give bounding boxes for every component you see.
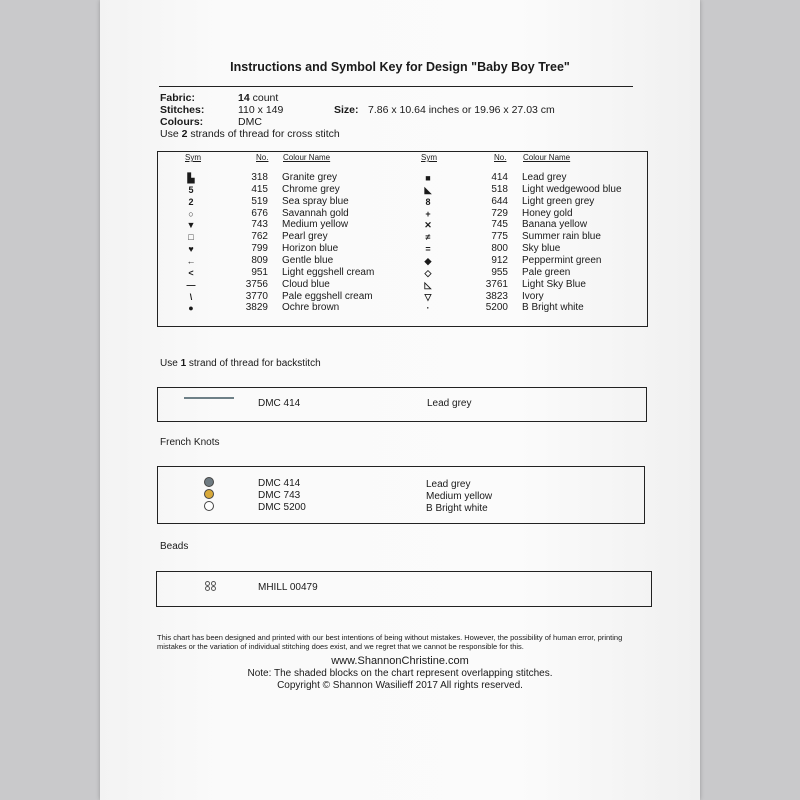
row-symbol: ◺ — [424, 279, 432, 290]
website-link[interactable]: www.ShannonChristine.com — [331, 655, 469, 667]
row-number: 809 — [251, 254, 268, 266]
row-symbol: ◣ — [424, 184, 432, 195]
bead-code: MHILL 00479 — [258, 582, 318, 593]
row-symbol: ■ — [425, 173, 431, 183]
row-number: 3823 — [485, 290, 508, 302]
overlap-note: Note: The shaded blocks on the chart represent overlapping stitches. — [247, 668, 553, 679]
cross-stitch-instruction — [160, 128, 340, 140]
backstitch-line-sample — [184, 397, 234, 399]
knot-code: DMC 414 — [258, 478, 301, 489]
french-knots-box — [157, 466, 645, 524]
row-colour-name: Ivory — [522, 290, 544, 302]
cross-instr-post: strands of thread for cross stitch — [187, 128, 340, 140]
row-symbol: ◆ — [424, 255, 432, 266]
row-symbol: ▽ — [424, 291, 432, 302]
row-colour-name: Lead grey — [522, 172, 567, 183]
row-symbol: · — [426, 303, 430, 314]
disclaimer-text: This chart has been designed and printed with our best intentions of being without mistakes. However, the possibility of human error, printing mistakes or the variation of individual stitching does exist, and we regret that we cannot be responsible for this. — [157, 633, 623, 651]
back-strand-count: 1 — [180, 358, 187, 369]
cross-strand-count: 2 — [181, 128, 188, 140]
row-symbol: ▼ — [186, 220, 196, 231]
left-name-header: Colour Name — [283, 153, 331, 162]
row-colour-name: Pale green — [522, 266, 571, 278]
row-symbol: + — [425, 208, 431, 219]
cross-instr-pre: Use — [160, 128, 182, 140]
backstitch-colour-name: Lead grey — [427, 398, 472, 409]
row-number: 799 — [251, 243, 268, 255]
row-number: 3756 — [245, 278, 268, 290]
row-number: 775 — [491, 231, 508, 243]
knot-colour-name: B Bright white — [426, 503, 488, 514]
right-no-header: No. — [494, 153, 507, 162]
row-symbol: ● — [188, 303, 194, 314]
left-no-header: No. — [256, 153, 269, 162]
back-instr-post: strand of thread for backstitch — [186, 358, 321, 369]
row-symbol: ○ — [188, 208, 194, 219]
row-colour-name: Savannah gold — [282, 207, 349, 219]
size-label: Size: — [334, 104, 359, 116]
backstitch-box — [157, 387, 647, 422]
row-symbol: ✕ — [424, 220, 432, 231]
row-number: 729 — [491, 207, 508, 219]
row-symbol: 2 — [188, 196, 194, 207]
row-number: 5200 — [485, 302, 508, 314]
row-number: 414 — [491, 172, 508, 183]
row-symbol: □ — [188, 232, 194, 243]
row-symbol: ◇ — [424, 267, 432, 278]
row-colour-name: Pale eggshell cream — [282, 290, 373, 302]
row-number: 3829 — [245, 302, 268, 314]
knot-colour-name: Medium yellow — [426, 491, 493, 502]
row-symbol: ♥ — [188, 244, 194, 255]
row-symbol: < — [188, 267, 194, 278]
colours-value: DMC — [238, 116, 262, 128]
row-number: 800 — [491, 243, 508, 255]
row-number: 644 — [491, 195, 508, 207]
row-colour-name: Sky blue — [522, 243, 561, 255]
stitches-value: 110 x 149 — [238, 104, 284, 116]
row-symbol: ← — [186, 255, 196, 266]
row-number: 415 — [251, 183, 268, 195]
row-colour-name: Light eggshell cream — [282, 266, 375, 278]
row-number: 955 — [491, 266, 508, 278]
row-colour-name: Light wedgewood blue — [522, 183, 622, 195]
row-symbol: ≠ — [425, 232, 431, 243]
row-colour-name: Light Sky Blue — [522, 278, 586, 290]
right-name-header: Colour Name — [523, 153, 571, 162]
copyright-text: Copyright © Shannon Wasilieff 2017 All rights reserved. — [277, 680, 523, 691]
row-number: 519 — [251, 195, 268, 207]
fabric-count-unit: count — [252, 92, 279, 104]
left-sym-header: Sym — [185, 153, 201, 162]
row-number: 912 — [491, 254, 508, 266]
row-number: 518 — [491, 183, 508, 195]
row-symbol: — — [186, 279, 196, 290]
knot-code: DMC 743 — [258, 490, 301, 501]
row-symbol: = — [425, 244, 431, 255]
back-instr-pre: Use — [160, 358, 181, 369]
row-colour-name: Chrome grey — [282, 183, 340, 195]
knot-code: DMC 5200 — [258, 502, 306, 513]
row-colour-name: Pearl grey — [282, 231, 328, 243]
row-symbol: ▙ — [187, 173, 195, 183]
row-symbol: 5 — [188, 184, 194, 195]
title-underline — [159, 86, 633, 87]
backstitch-instruction — [160, 358, 321, 369]
row-colour-name: Gentle blue — [282, 254, 334, 266]
page-title: Instructions and Symbol Key for Design "Baby Boy Tree" — [230, 60, 570, 74]
row-number: 3761 — [485, 278, 508, 290]
row-number: 3770 — [245, 290, 268, 302]
row-symbol: \ — [189, 291, 193, 302]
row-colour-name: Horizon blue — [282, 243, 339, 255]
row-number: 743 — [251, 219, 268, 231]
row-colour-name: Peppermint green — [522, 254, 602, 266]
row-number: 676 — [251, 207, 268, 219]
row-colour-name: Honey gold — [522, 207, 573, 219]
row-colour-name: Light green grey — [522, 195, 595, 207]
size-value: 7.86 x 10.64 inches or 19.96 x 27.03 cm — [368, 104, 555, 116]
stitches-label: Stitches: — [160, 104, 205, 116]
row-colour-name: Medium yellow — [282, 219, 349, 231]
backstitch-code: DMC 414 — [258, 398, 301, 409]
colours-label: Colours: — [160, 116, 204, 128]
row-colour-name: Cloud blue — [282, 278, 330, 290]
knot-swatch-yellow — [204, 489, 214, 499]
row-number: 745 — [491, 219, 508, 231]
row-colour-name: Granite grey — [282, 172, 338, 183]
row-colour-name: Ochre brown — [282, 302, 340, 314]
knot-colour-name: Lead grey — [426, 479, 471, 490]
beads-box — [156, 571, 652, 607]
fabric-label: Fabric: — [160, 92, 196, 104]
row-colour-name: Summer rain blue — [522, 231, 601, 243]
french-knots-heading: French Knots — [160, 437, 220, 448]
row-number: 951 — [251, 266, 268, 278]
fabric-count: 14 — [238, 92, 250, 104]
fabric-value — [238, 92, 278, 104]
row-number: 318 — [251, 172, 268, 183]
knot-swatch-grey — [204, 477, 214, 487]
row-colour-name: B Bright white — [522, 302, 584, 314]
knot-swatch-white — [204, 501, 214, 511]
row-colour-name: Banana yellow — [522, 219, 588, 231]
row-colour-name: Sea spray blue — [282, 195, 349, 207]
right-sym-header: Sym — [421, 153, 437, 162]
row-symbol: 8 — [425, 196, 431, 207]
beads-heading: Beads — [160, 541, 189, 552]
row-number: 762 — [251, 231, 268, 243]
